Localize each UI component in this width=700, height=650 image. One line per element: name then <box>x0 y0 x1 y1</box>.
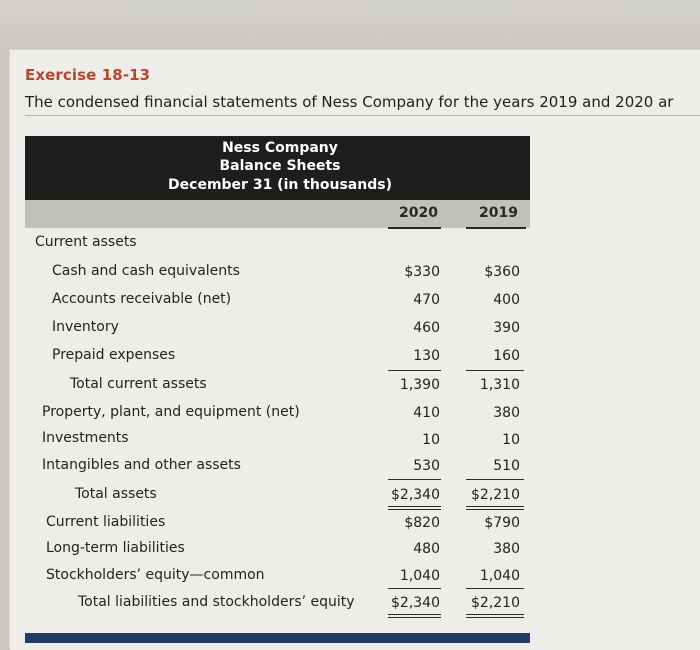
inventory-2019: 390 <box>493 320 520 336</box>
divider <box>25 115 700 116</box>
total-liabilities-double-rule-2020 <box>388 614 441 618</box>
total-current-assets-2019: 1,310 <box>479 377 520 393</box>
year-2020-header: 2020 <box>399 205 438 221</box>
current-liabilities-2020: $820 <box>404 515 440 531</box>
liabilities-rule-2020 <box>388 588 441 589</box>
company-name: Ness Company <box>222 140 338 156</box>
long-term-liabilities-2019: 380 <box>493 541 520 557</box>
total-assets-2019: $2,210 <box>471 487 520 503</box>
row-label-intangibles: Intangibles and other assets <box>42 457 241 473</box>
subtotal-rule-2019 <box>466 370 524 371</box>
investments-2020: 10 <box>422 432 440 448</box>
statement-header <box>25 136 530 200</box>
cash-2020: $330 <box>404 264 440 280</box>
total-assets-double-rule-2019 <box>466 506 524 510</box>
row-label-long-term-liabilities: Long-term liabilities <box>46 540 185 556</box>
total-liabilities-equity-2019: $2,210 <box>471 595 520 611</box>
liabilities-rule-2019 <box>466 588 524 589</box>
cash-2019: $360 <box>484 264 520 280</box>
statement-name: Balance Sheets <box>219 158 341 174</box>
ppe-2019: 380 <box>493 405 520 421</box>
investments-2019: 10 <box>502 432 520 448</box>
stockholders-equity-2019: 1,040 <box>479 568 520 584</box>
assets-rule-2019 <box>466 479 524 480</box>
row-label-current-liabilities: Current liabilities <box>46 514 166 530</box>
total-assets-double-rule-2020 <box>388 506 441 510</box>
row-label-ppe: Property, plant, and equipment (net) <box>42 404 300 420</box>
total-liabilities-double-rule-2019 <box>466 614 524 618</box>
row-label-total-assets: Total assets <box>75 486 157 502</box>
intangibles-2020: 530 <box>413 458 440 474</box>
total-current-assets-2020: 1,390 <box>399 377 440 393</box>
total-liabilities-equity-2020: $2,340 <box>391 595 440 611</box>
assets-rule-2020 <box>388 479 441 480</box>
row-label-investments: Investments <box>42 430 129 446</box>
prepaid-2020: 130 <box>413 348 440 364</box>
row-label-stockholders-equity: Stockholders’ equity—common <box>46 567 265 583</box>
exercise-intro: The condensed financial statements of Ness Company for the years 2019 and 2020 ar <box>25 93 674 111</box>
year-2019-header: 2019 <box>479 205 518 221</box>
total-assets-2020: $2,340 <box>391 487 440 503</box>
intangibles-2019: 510 <box>493 458 520 474</box>
long-term-liabilities-2020: 480 <box>413 541 440 557</box>
year-2019-underline <box>466 227 526 229</box>
row-label-total-liabilities-equity: Total liabilities and stockholders’ equity <box>78 594 355 610</box>
subtotal-rule-2020 <box>388 370 441 371</box>
row-label-inventory: Inventory <box>52 319 119 335</box>
inventory-2020: 460 <box>413 320 440 336</box>
bottom-bar <box>25 633 530 643</box>
statement-date: December 31 (in thousands) <box>168 177 392 193</box>
row-label-cash: Cash and cash equivalents <box>52 263 240 279</box>
row-label-receivable: Accounts receivable (net) <box>52 291 232 307</box>
prepaid-2019: 160 <box>493 348 520 364</box>
receivable-2020: 470 <box>413 292 440 308</box>
year-header-bar <box>25 200 530 228</box>
top-bar <box>0 0 700 50</box>
receivable-2019: 400 <box>493 292 520 308</box>
exercise-title: Exercise 18-13 <box>25 66 151 84</box>
row-label-total-current-assets: Total current assets <box>70 376 207 392</box>
row-label-current-assets: Current assets <box>35 234 137 250</box>
current-liabilities-2019: $790 <box>484 515 520 531</box>
year-2020-underline <box>388 227 441 229</box>
row-label-prepaid: Prepaid expenses <box>52 347 176 363</box>
ppe-2020: 410 <box>413 405 440 421</box>
stockholders-equity-2020: 1,040 <box>399 568 440 584</box>
